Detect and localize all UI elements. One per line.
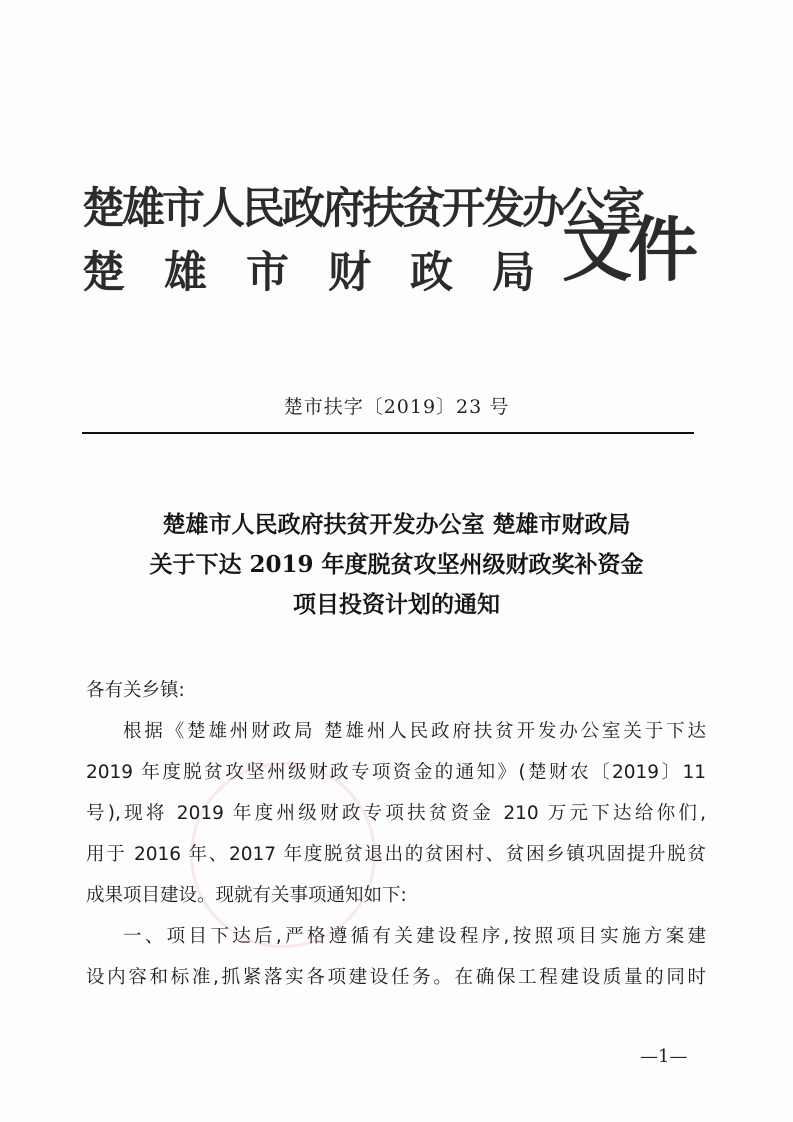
body-line: 2019 年度脱贫攻坚州级财政专项资金的通知》(楚财农〔2019〕11 [86, 762, 706, 783]
body-line: 根据《楚雄州财政局 楚雄州人民政府扶贫开发办公室关于下达 [123, 721, 706, 742]
title-line: 关于下达 2019 年度脱贫攻坚州级财政奖补资金 [149, 551, 644, 578]
document-type-label: 文件 [562, 209, 694, 291]
body-line: 成果项目建设。现就有关事项通知如下: [86, 885, 407, 906]
body-line: 一、项目下达后,严格遵循有关建设程序,按照项目实施方案建 [123, 926, 706, 947]
document-number: 楚市扶字〔2019〕23 号 [283, 396, 510, 418]
body-line: 号),现将 2019 年度州级财政专项扶贫资金 210 万元下达给你们, [86, 803, 706, 824]
body-line: 用于 2016 年、2017 年度脱贫退出的贫困村、贫困乡镇巩固提升脱贫 [86, 844, 706, 865]
salutation: 各有关乡镇: [86, 680, 185, 701]
body-line: 设内容和标准,抓紧落实各项建设任务。在确保工程建设质量的同时 [86, 967, 706, 988]
document-body [86, 670, 706, 998]
page-number: —1— [640, 1046, 688, 1067]
title-line: 项目投资计划的通知 [293, 591, 500, 618]
issuer-name-finance-bureau: 楚雄市财政局 [82, 248, 574, 298]
header-divider [82, 432, 694, 434]
title-line: 楚雄市人民政府扶贫开发办公室 楚雄市财政局 [162, 511, 631, 538]
issuer-name-poverty-office: 楚雄市人民政府扶贫开发办公室 [82, 184, 642, 234]
document-title [70, 505, 723, 625]
